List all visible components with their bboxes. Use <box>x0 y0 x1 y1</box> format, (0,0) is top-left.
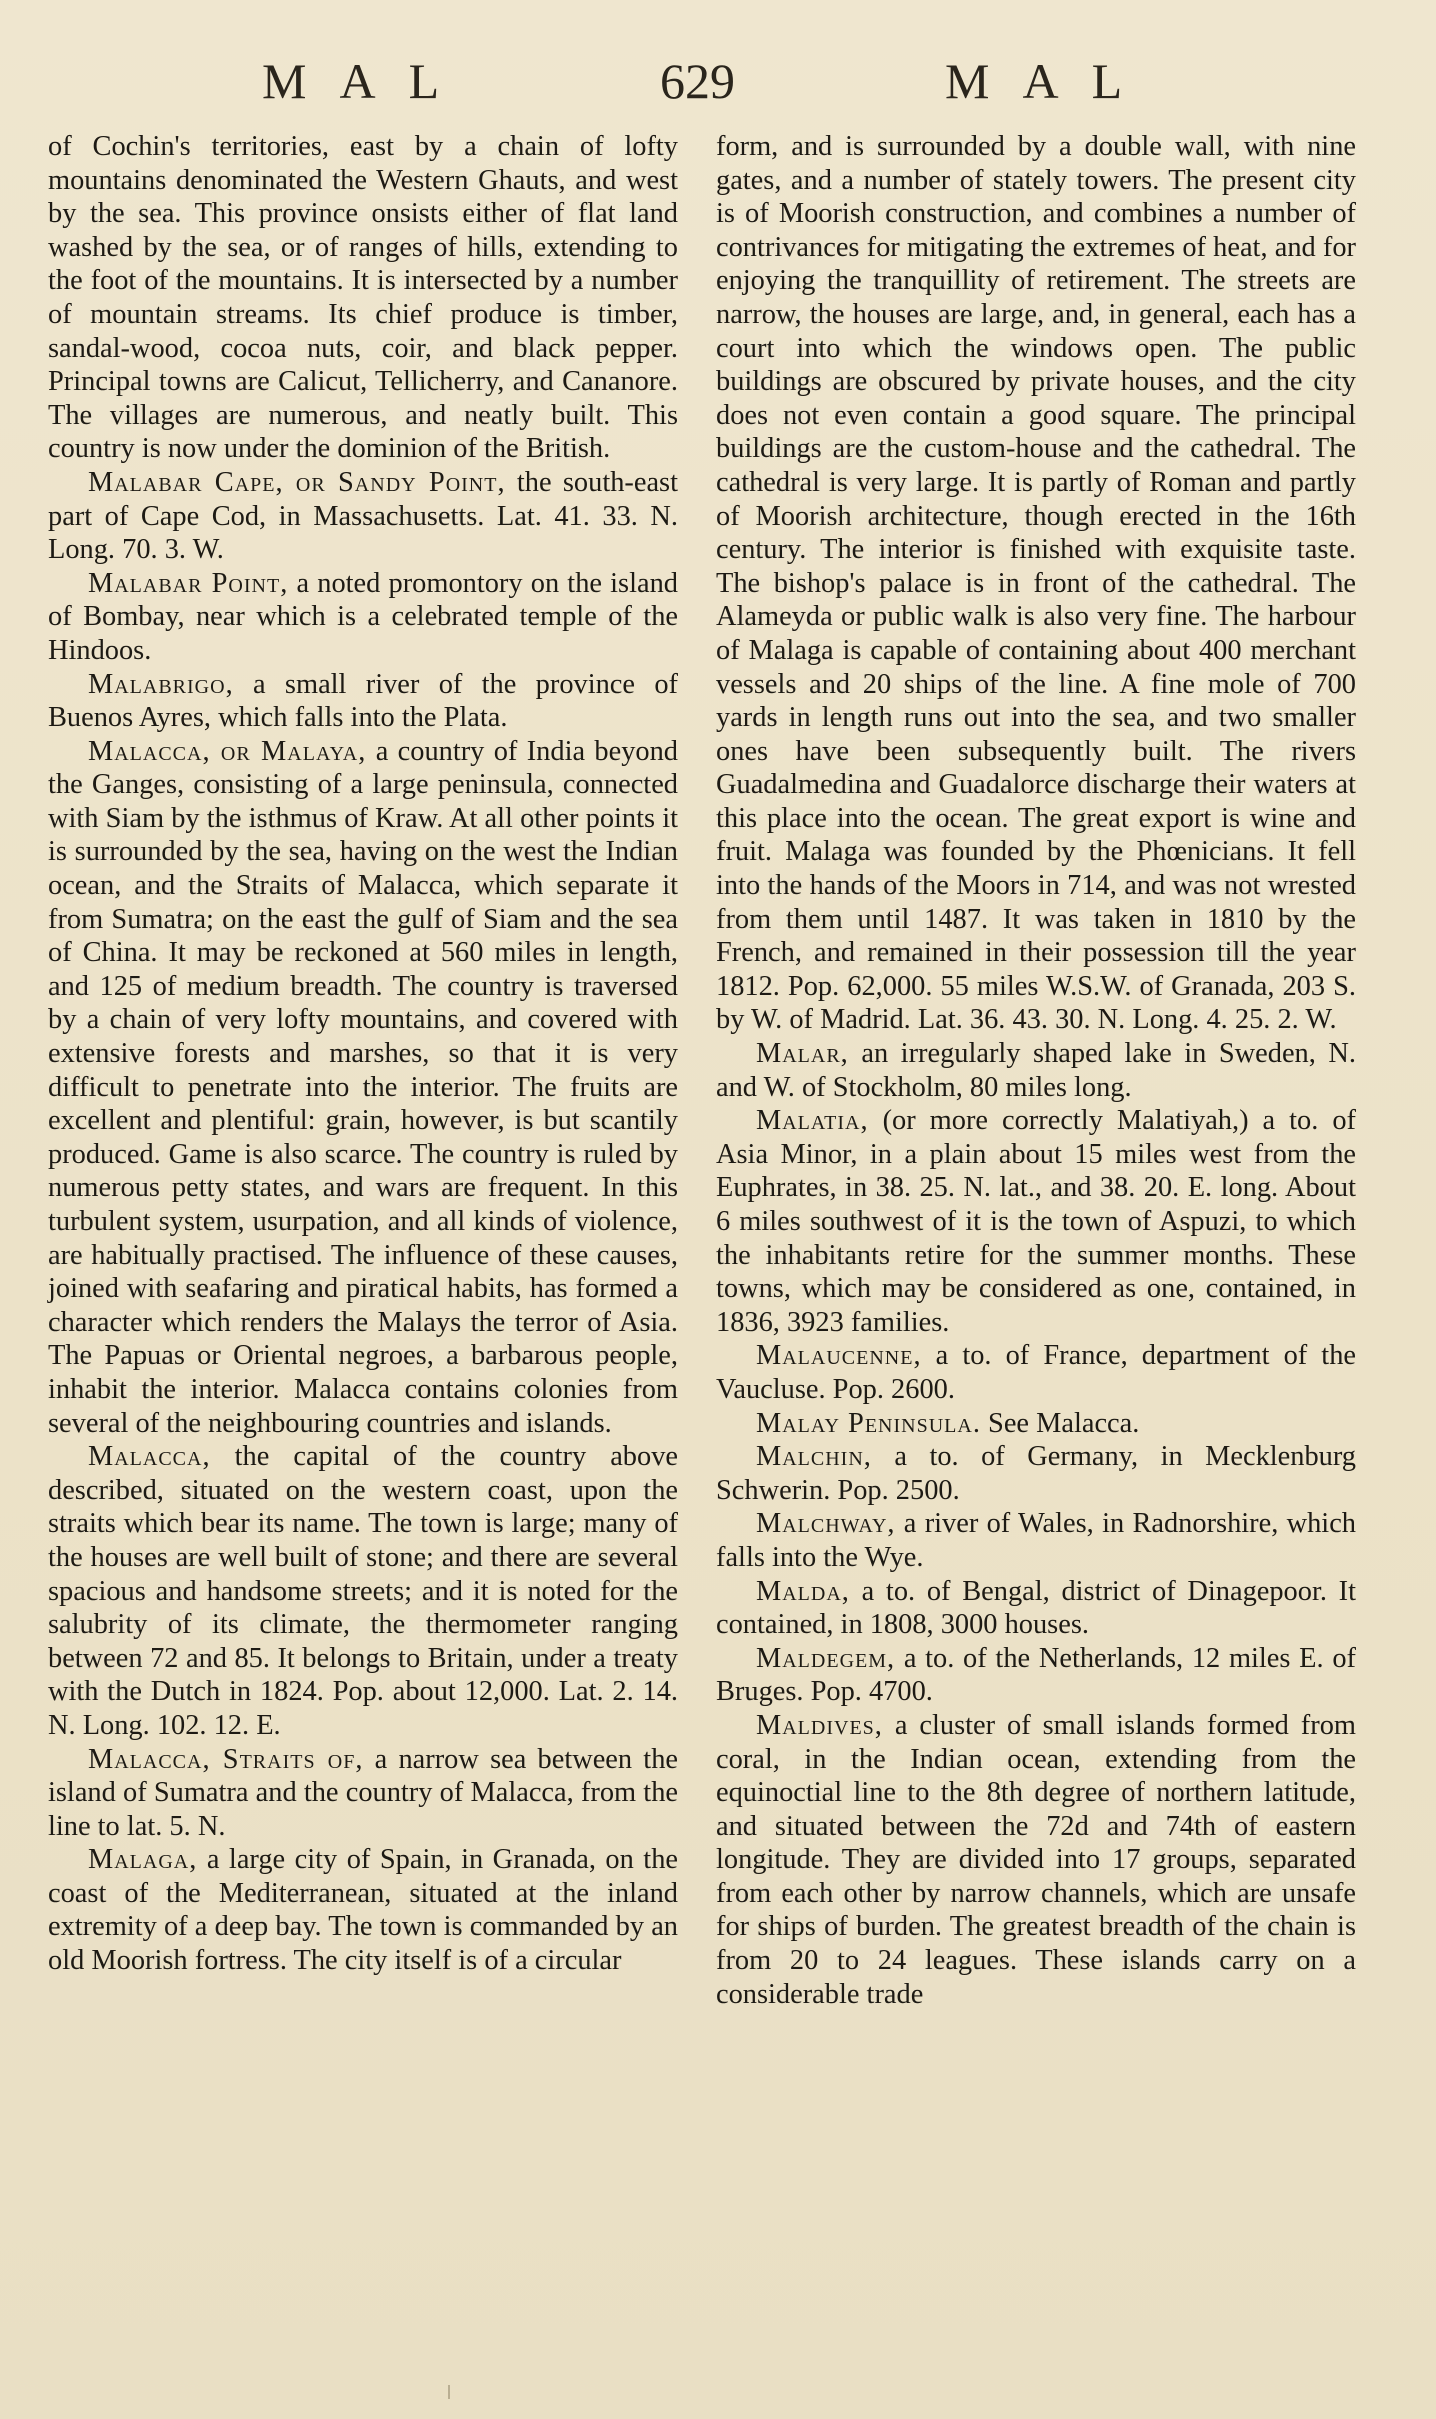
gazetteer-entry <box>716 1339 1356 1406</box>
gazetteer-entry <box>716 1575 1356 1642</box>
left-column <box>48 130 678 1978</box>
entry-text: an irregularly shaped lake in Sweden, N. and W. of Stockholm, 80 miles long. <box>716 1038 1356 1103</box>
entry-text: a cluster of small islands formed from coral, in the Indian ocean, extending from the equinoctial line to the 8th degree of northern latitude, and situated between the 72d and 74th of eastern longitude. They are divided into 17 groups, separated from each other by narrow channels, which are unsafe for ships of burden. The greatest breadth of the chain is from 20 to 24 leagues. These islands carry on a considerable trade <box>716 1709 1356 2010</box>
gazetteer-entry <box>716 1709 1356 2011</box>
entry-headword: Malaucenne, <box>756 1340 922 1372</box>
entry-text: of Cochin's territories, east by a chain of lofty mountains denominated the Western Ghauts, and west by the sea. This province onsists either of flat land washed by the sea, or of ranges of hills, extending to the foot of the mountains. It is intersected by a number of mountain streams. Its chief produce is timber, sandal-wood, cocoa nuts, coir, and black pepper. Principal towns are Calicut, Tellicherry, and Cananore. The villages are numerous, and neatly built. This country is now under the dominion of the British. <box>48 131 678 465</box>
entry-headword: Malay Peninsula. <box>756 1407 981 1439</box>
gazetteer-entry <box>48 130 678 466</box>
entry-text: (or more correctly Malatiyah,) a to. of Asia Minor, in a plain about 15 miles west from the Euphrates, in 38. 25. N. lat., and 38. 20. E. long. About 6 miles southwest of it is the town of Aspuzi, to which the inhabitants retire for the summer months. These towns, which may be considered as one, contained, in 1836, 3923 families. <box>716 1105 1356 1338</box>
right-column <box>716 130 1356 2011</box>
entry-headword: Malabrigo, <box>88 668 234 700</box>
entry-headword: Malabar Cape, or Sandy Point, <box>88 466 506 498</box>
entry-headword: Maldives, <box>756 1709 883 1741</box>
entry-headword: Malar, <box>756 1038 849 1070</box>
entry-text: a noted promontory on the island of Bombay, near which is a celebrated temple of the Hindoos. <box>48 567 678 666</box>
entry-text: a to. of Bengal, district of Dinagepoor. It contained, in 1808, 3000 houses. <box>716 1575 1356 1641</box>
entry-headword: Malchway, <box>756 1508 896 1540</box>
gazetteer-entry <box>48 466 678 567</box>
entry-text: the capital of the country above described, situated on the western coast, upon the straits which bear its name. The town is large; many of the houses are well built of stone; and there are several spacious and handsome streets; and it is noted for the salubrity of its climate, the thermometer ranging between 72 and 85. It belongs to Britain, under a treaty with the Dutch in 1824. Pop. about 12,000. Lat. 2. 14. N. Long. 102. 12. E. <box>48 1441 678 1741</box>
running-header <box>0 52 1436 122</box>
gazetteer-entry <box>716 1642 1356 1709</box>
entry-text: a small river of the province of Buenos Ayres, which falls into the Plata. <box>48 668 678 734</box>
entry-headword: Malaga, <box>88 1844 198 1876</box>
gazetteer-entry <box>716 130 1356 1037</box>
entry-headword: Malatia, <box>756 1105 869 1137</box>
entry-text: form, and is surrounded by a double wall, with nine gates, and a number of stately towers. The present city is of Moorish construction, and combines a number of contrivances for mitigating the extremes of heat, and for enjoying the tranquillity of retirement. The streets are narrow, the houses are large, and, in general, each has a court into which the windows open. The public buildings are obscured by private houses, and the city does not even contain a good square. The principal buildings are the custom-house and the cathedral. The cathedral is very large. It is partly of Roman and partly of Moorish architecture, though erected in the 16th century. The interior is finished with exquisite taste. The bishop's palace is in front of the cathedral. The Alameyda or public walk is also very fine. The harbour of Malaga is capable of containing about 400 merchant vessels and 20 ships of the line. A fine mole of 700 yards in length runs out into the sea, and two smaller ones have been subsequently built. The rivers Guadalmedina and Guadalorce discharge their waters at this place into the ocean. The great export is wine and fruit. Malaga was founded by the Phœnicians. It fell into the hands of the Moors in 714, and was not wrested from them until 1487. It was taken in 1810 by the French, and remained in their possession till the year 1812. Pop. 62,000. 55 miles W.S.W. of Granada, 203 S. by W. of Madrid. Lat. 36. 43. 30. N. Long. 4. 25. 2. W. <box>716 131 1356 1036</box>
entry-headword: Malchin, <box>756 1441 872 1473</box>
entry-text: a to. of Germany, in Mecklenburg Schwerin. Pop. 2500. <box>716 1441 1356 1506</box>
page-number: 629 <box>660 53 735 109</box>
gazetteer-entry <box>48 1440 678 1742</box>
entry-text: a to. of the Netherlands, 12 miles E. of Bruges. Pop. 4700. <box>716 1642 1356 1708</box>
entry-headword: Malacca, <box>88 1441 211 1473</box>
gazetteer-entry <box>716 1104 1356 1339</box>
entry-text: a river of Wales, in Radnorshire, which falls into the Wye. <box>716 1508 1356 1573</box>
entry-text: a narrow sea between the island of Sumatra and the country of Malacca, from the line to lat. 5. N. <box>48 1743 678 1842</box>
gazetteer-entry <box>716 1407 1356 1441</box>
gazetteer-entry <box>716 1037 1356 1104</box>
gazetteer-entry <box>48 1743 678 1844</box>
gazetteer-entry <box>48 668 678 735</box>
entry-text: a to. of France, department of the Vaucluse. Pop. 2600. <box>716 1340 1356 1405</box>
gazetteer-entry <box>48 567 678 668</box>
page-mark <box>448 2385 450 2399</box>
gazetteer-entry <box>48 735 678 1440</box>
entry-headword: Malda, <box>756 1575 850 1607</box>
entry-text: a country of India beyond the Ganges, consisting of a large peninsula, connected with Siam by the isthmus of Kraw. At all other points it is surrounded by the sea, having on the west the Indian ocean, and the Straits of Malacca, which separate it from Sumatra; on the east the gulf of Siam and the sea of China. It may be reckoned at 560 miles in length, and 125 of medium breadth. The country is traversed by a chain of very lofty mountains, and covered with extensive forests and marshes, so that it is very difficult to penetrate into the interior. The fruits are excellent and plentiful: grain, however, is but scantily produced. Game is also scarce. The country is ruled by numerous petty states, and wars are frequent. In this turbulent system, usurpation, and all kinds of violence, are habitually practised. The influence of these causes, joined with seafaring and piratical habits, has formed a character which renders the Malays the terror of Asia. The Papuas or Oriental negroes, a barbarous people, inhabit the interior. Malacca contains colonies from several of the neighbouring countries and islands. <box>48 735 678 1439</box>
running-head-left: MAL <box>262 53 473 109</box>
gazetteer-entry <box>48 1843 678 1977</box>
entry-text: See Malacca. <box>980 1407 1140 1439</box>
entry-headword: Maldegem, <box>756 1642 896 1674</box>
gazetteer-entry <box>716 1507 1356 1574</box>
gazetteer-entry <box>716 1440 1356 1507</box>
running-head-right: MAL <box>945 53 1156 109</box>
entry-headword: Malacca, or Malaya, <box>88 735 367 767</box>
entry-headword: Malacca, Straits of, <box>88 1743 364 1775</box>
entry-text: a large city of Spain, in Granada, on the coast of the Mediterranean, situated at the inland extremity of a deep bay. The town is commanded by an old Moorish fortress. The city itself is of a circular <box>48 1844 678 1977</box>
entry-headword: Malabar Point, <box>88 567 289 599</box>
entry-text: the south-east part of Cape Cod, in Massachusetts. Lat. 41. 33. N. Long. 70. 3. W. <box>48 466 678 566</box>
